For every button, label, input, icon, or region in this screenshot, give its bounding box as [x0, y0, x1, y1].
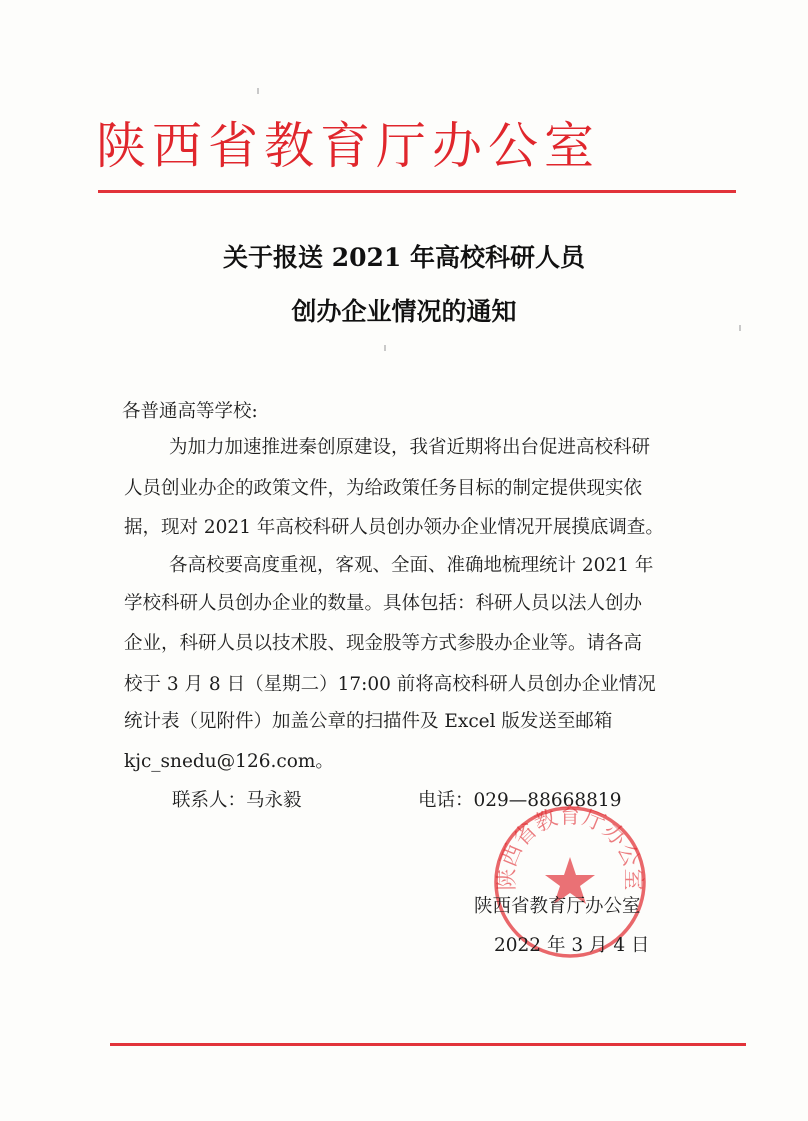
signature-organization: 陕西省教育厅办公室: [474, 896, 641, 917]
paragraph-2-line-5: 统计表（见附件）加盖公章的扫描件及 Excel 版发送至邮箱: [124, 711, 613, 732]
scan-mark: [739, 325, 741, 331]
letterhead-title: 陕西省教育厅办公室: [96, 117, 600, 175]
contact-phone: 电话：029—88668819: [418, 790, 622, 811]
signature-date: 2022 年 3 月 4 日: [494, 935, 650, 956]
contact-person: 联系人：马永毅: [172, 790, 302, 811]
paragraph-2-line-6-email: kjc_snedu@126.com。: [124, 751, 334, 772]
salutation: 各普通高等学校:: [122, 401, 258, 422]
letterhead-red-rule: [98, 190, 736, 193]
paragraph-2-line-2: 学校科研人员创办企业的数量。具体包括：科研人员以法人创办: [124, 593, 643, 614]
paragraph-2-line-4: 校于 3 月 8 日（星期二）17:00 前将高校科研人员创办企业情况: [124, 674, 656, 695]
paragraph-2-line-3: 企业，科研人员以技术股、现金股等方式参股办企业等。请各高: [124, 633, 643, 654]
notice-title-line-2: 创办企业情况的通知: [291, 297, 517, 326]
scan-mark: [384, 345, 386, 351]
paragraph-1-line-2: 人员创业办企的政策文件，为给政策任务目标的制定提供现实依: [124, 478, 643, 499]
notice-title-line-1: 关于报送 2021 年高校科研人员: [223, 243, 585, 272]
paragraph-1-line-3: 据，现对 2021 年高校科研人员创办领办企业情况开展摸底调查。: [124, 517, 664, 538]
scan-mark: [257, 88, 259, 94]
paragraph-2-line-1: 各高校要高度重视，客观、全面、准确地梳理统计 2021 年: [169, 555, 654, 576]
seal-arc-text: 陕西省教育厅办公室: [494, 804, 646, 891]
footer-red-rule: [110, 1043, 746, 1046]
paragraph-1-line-1: 为加力加速推进秦创原建设，我省近期将出台促进高校科研: [169, 437, 651, 458]
